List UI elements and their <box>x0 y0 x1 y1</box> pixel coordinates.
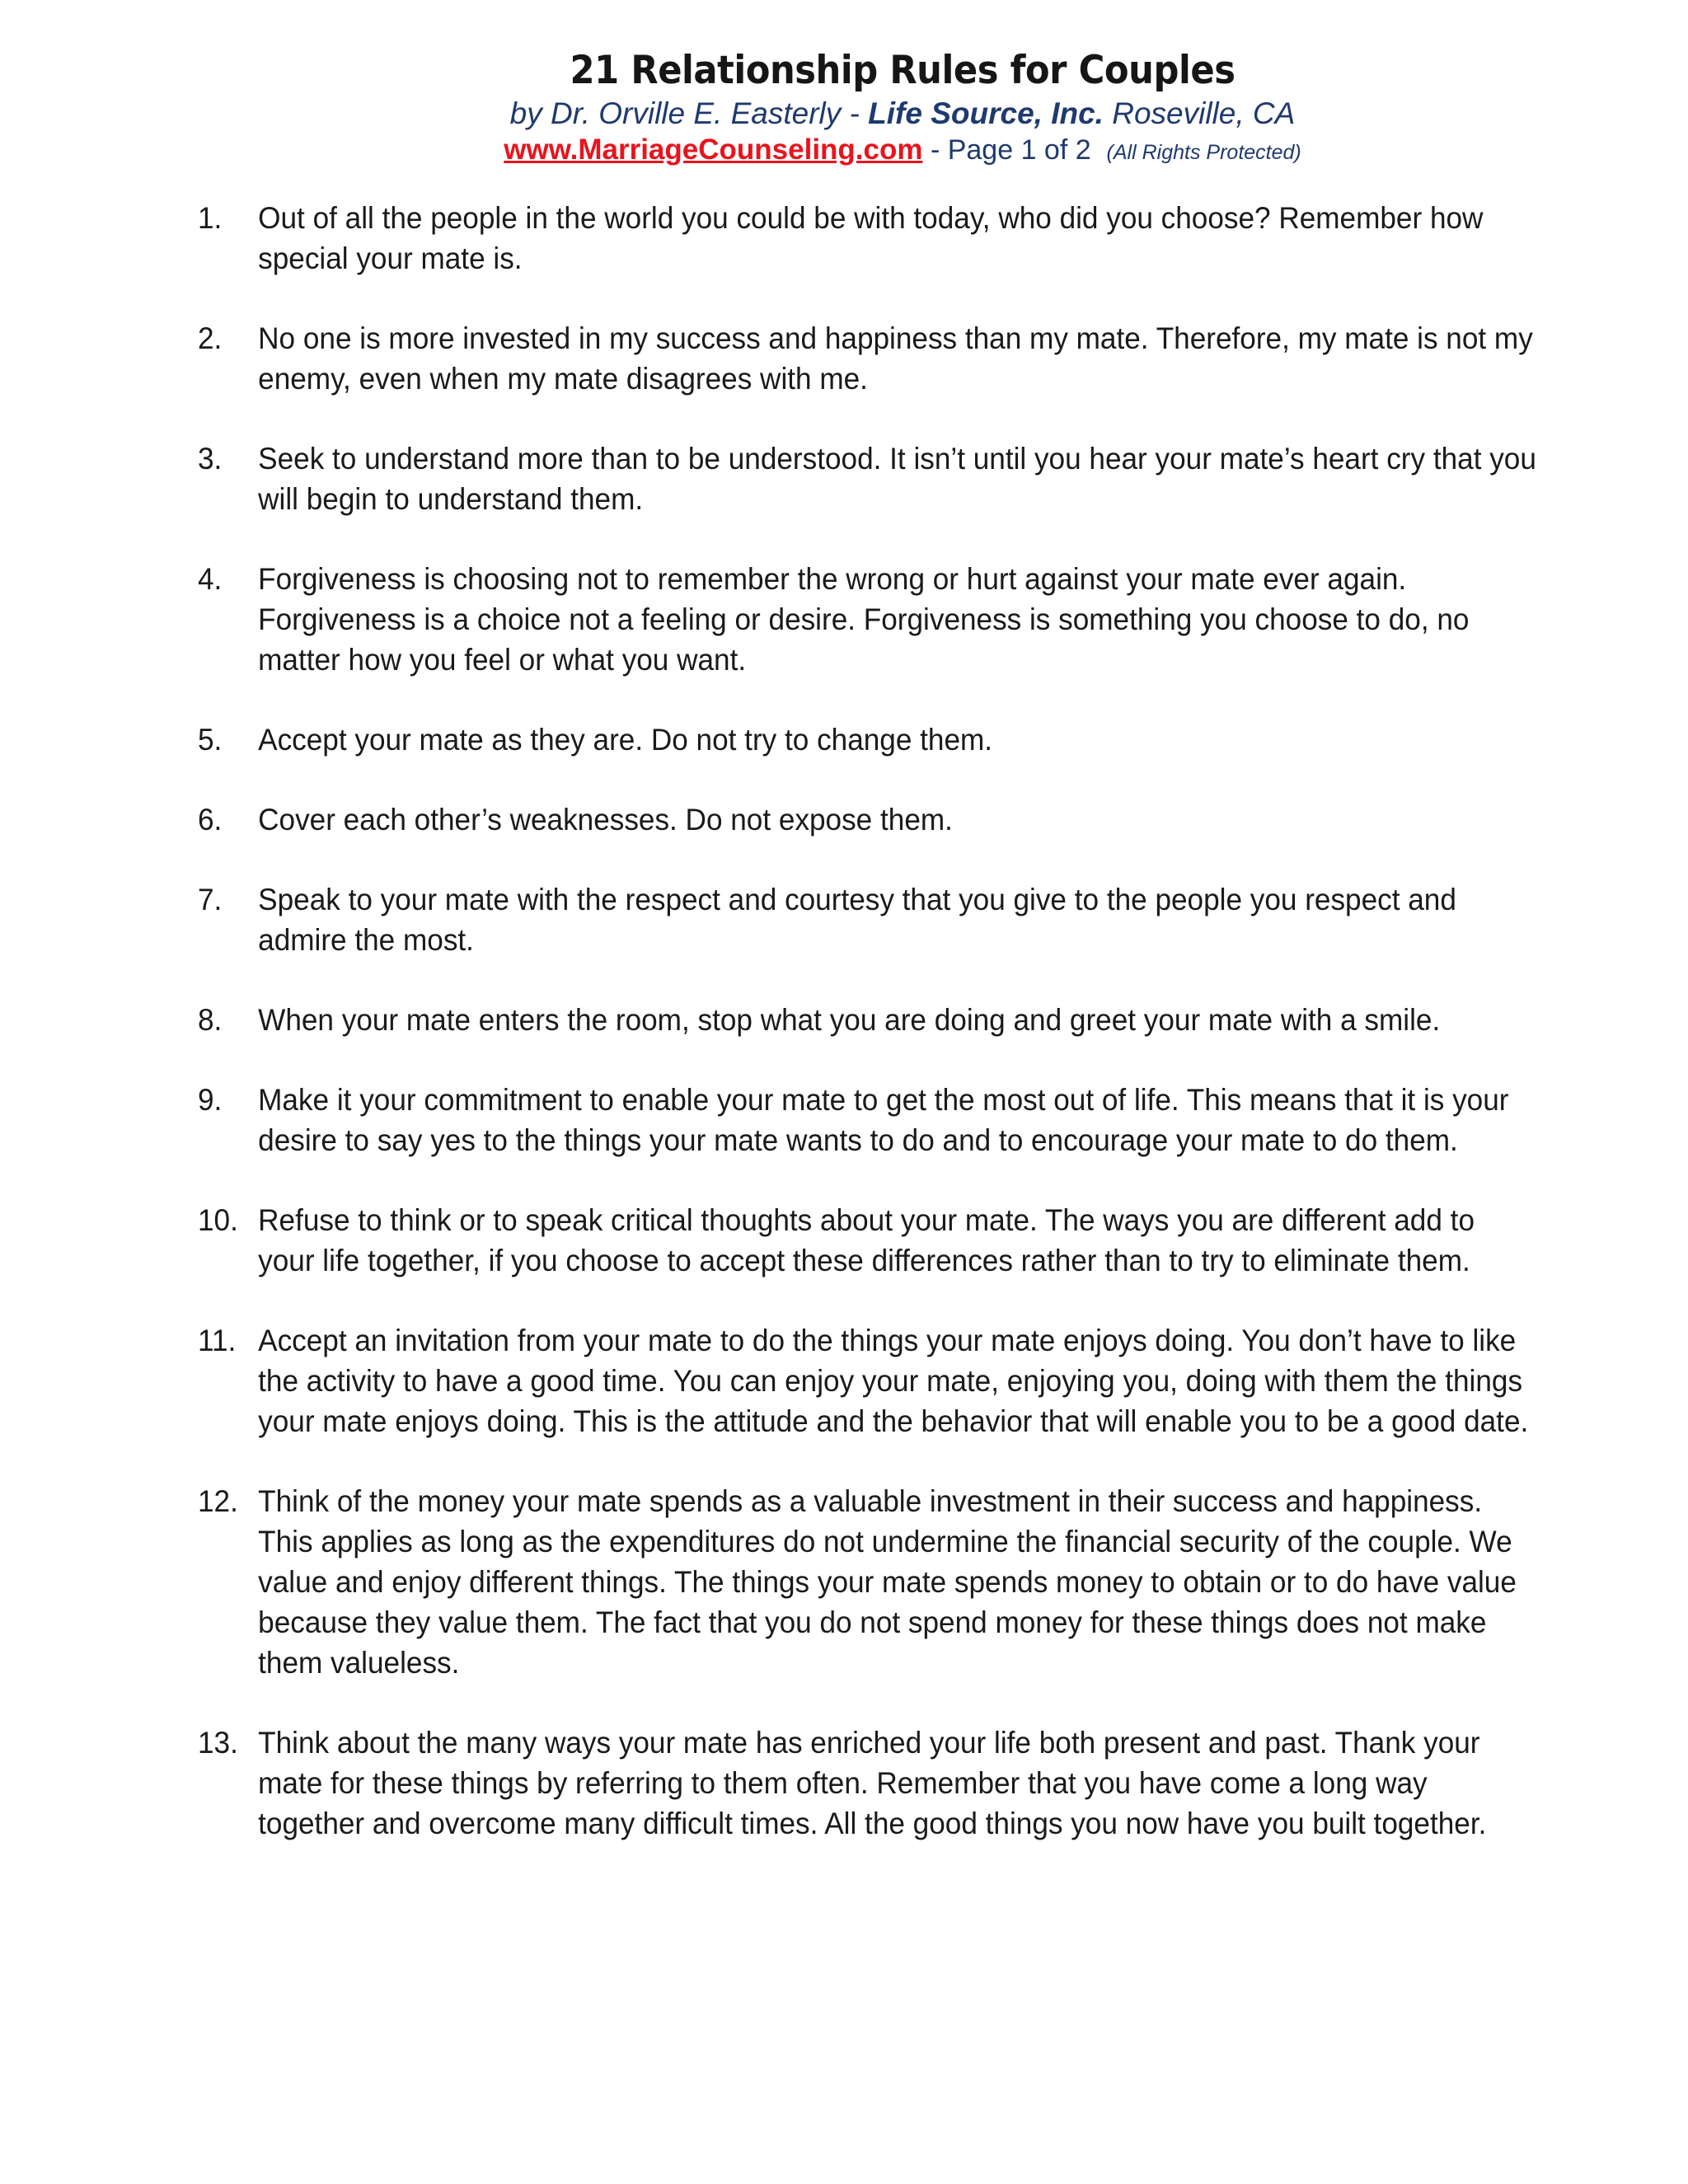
item-text: Accept an invitation from your mate to do the things your mate enjoys doing. You don’t have to like the activity to have a good time. You can enjoy your mate, enjoying you, doing with them the things your mate enjoys doing. This is the attitude and the behavior that will enable you to be a good date. <box>258 1324 1529 1438</box>
website-link[interactable]: www.MarriageCounseling.com <box>504 134 923 166</box>
list-item <box>198 559 1537 680</box>
item-text: Accept your mate as they are. Do not try to change them. <box>258 723 993 757</box>
author-byline <box>0 96 1688 132</box>
item-text: Seek to understand more than to be understood. It isn’t until you hear your mate’s heart cry that you will begin to understand them. <box>258 442 1536 516</box>
item-number: 3. <box>198 442 223 476</box>
list-item <box>198 1481 1537 1683</box>
list-item <box>198 1000 1537 1040</box>
document-header <box>0 46 1688 171</box>
list-item <box>198 719 1537 760</box>
item-text: Cover each other’s weaknesses. Do not expose them. <box>258 803 953 837</box>
list-item <box>198 1080 1537 1160</box>
organization-name: Life Source, Inc. <box>868 96 1104 130</box>
item-number: 4. <box>198 562 223 596</box>
list-item <box>198 438 1537 519</box>
item-number: 13. <box>198 1726 238 1760</box>
list-item <box>198 198 1537 279</box>
item-number: 12. <box>198 1484 238 1518</box>
website-line <box>0 132 1688 171</box>
rights-open-paren: ( <box>1106 141 1114 164</box>
page-title: 21 Relationship Rules for Couples <box>570 48 1236 93</box>
item-number: 10. <box>198 1203 238 1237</box>
rights-text: All Rights Protected) <box>1113 141 1301 164</box>
list-item <box>198 799 1537 840</box>
list-item <box>198 1200 1537 1281</box>
organization-location: Roseville, CA <box>1103 96 1296 130</box>
item-text: Refuse to think or to speak critical thoughts about your mate. The ways you are different add to your life together, if you choose to accept these differences rather than to try to eliminate them. <box>258 1203 1475 1277</box>
rights-notice <box>1107 141 1301 164</box>
item-number: 1. <box>198 201 223 235</box>
item-text: No one is more invested in my success and happiness than my mate. Therefore, my mate is not my enemy, even when my mate disagrees with me. <box>258 321 1533 396</box>
list-item <box>198 879 1537 960</box>
separator: - <box>922 134 948 166</box>
list-item <box>198 1722 1537 1844</box>
page-indicator: Page 1 of 2 <box>947 134 1091 166</box>
item-number: 9. <box>198 1083 223 1117</box>
item-text: Make it your commitment to enable your mate to get the most out of life. This means that it is your desire to say yes to the things your mate wants to do and to encourage your mate to do them. <box>258 1083 1509 1157</box>
item-number: 11. <box>198 1324 237 1357</box>
list-item <box>198 318 1537 399</box>
item-number: 2. <box>198 321 223 355</box>
rules-list <box>198 198 1607 1883</box>
item-number: 7. <box>198 883 223 916</box>
item-text: When your mate enters the room, stop what you are doing and greet your mate with a smile. <box>258 1003 1441 1037</box>
item-text: Forgiveness is choosing not to remember the wrong or hurt against your mate ever again. Forgiveness is a choice not a feeling or desire. Forgiveness is something you choose to do, no matter how you feel or what you want. <box>258 562 1470 677</box>
item-number: 8. <box>198 1003 223 1037</box>
item-text: Out of all the people in the world you could be with today, who did you choose? Remember how special your mate is. <box>258 201 1484 275</box>
author-name: by Dr. Orville E. Easterly - <box>509 96 869 130</box>
list-item <box>198 1320 1537 1441</box>
item-text: Think of the money your mate spends as a valuable investment in their success and happiness. This applies as long as the expenditures do not undermine the financial security of the couple. We value and enjoy different things. The things your mate spends money to obtain or to do have value because they value them. The fact that you do not spend money for these things does not make them valueless. <box>258 1484 1517 1680</box>
item-number: 5. <box>198 723 223 757</box>
item-text: Think about the many ways your mate has enriched your life both present and past. Thank your mate for these things by referring to them often. Remember that you have come a long way together and overcome many difficult times. All the good things you now have you built together. <box>258 1726 1487 1840</box>
item-text: Speak to your mate with the respect and courtesy that you give to the people you respect and admire the most. <box>258 883 1456 957</box>
item-number: 6. <box>198 803 223 837</box>
